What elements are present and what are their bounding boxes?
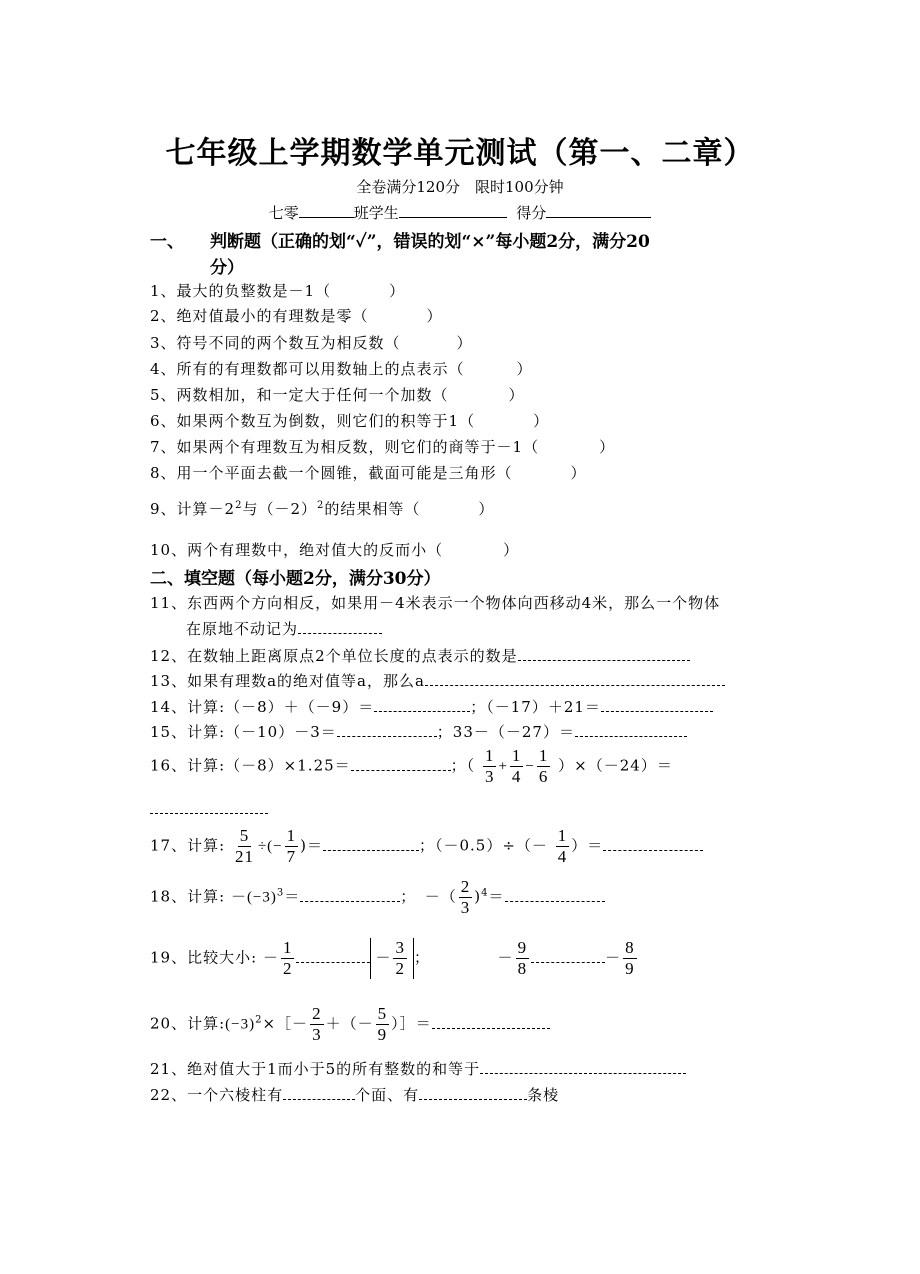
question-16-cont	[150, 800, 268, 818]
student-info	[0, 202, 920, 223]
blank-18b[interactable]	[505, 889, 605, 902]
fraction: $\frac{2}{3}$	[460, 877, 471, 917]
fraction: $\frac{1}{4}$	[511, 746, 522, 786]
blank-17a[interactable]	[323, 838, 419, 851]
fraction: $\frac{1}{7}$	[286, 826, 297, 866]
blank-15b[interactable]	[575, 724, 687, 737]
blank-17b[interactable]	[603, 838, 703, 851]
blank-11[interactable]	[298, 621, 382, 634]
blank-19a[interactable]	[296, 950, 370, 963]
question-20: 20、计算$:(-3)^2\times[-$ $\frac{2}{3}$ ＋（－ $\frac{5}{9}$ ）］＝	[150, 1004, 550, 1045]
question-7: 7、如果两个有理数互为相反数，则它们的商等于－1（ ）	[150, 438, 616, 456]
question-1: 1、最大的负整数是－1（ ）	[150, 282, 406, 300]
section1-title-cont: 分）	[210, 258, 244, 278]
fraction: $\frac{5}{9}$	[377, 1004, 388, 1044]
blank-22a[interactable]	[283, 1087, 355, 1100]
blank-21[interactable]	[480, 1061, 686, 1074]
blank-15a[interactable]	[337, 724, 437, 737]
question-22: 22、一个六棱柱有 个面、有 条棱	[150, 1086, 560, 1104]
class-blank[interactable]	[299, 203, 354, 218]
name-blank[interactable]	[399, 203, 507, 218]
blank-22b[interactable]	[419, 1087, 527, 1100]
question-8: 8、用一个平面去截一个圆锥，截面可能是三角形（ ）	[150, 464, 587, 482]
blank-14b[interactable]	[601, 699, 713, 712]
question-18: 18、计算: $-(-3)^3=$ ； －（ $\frac{2}{3}$ )$^4$＝	[150, 877, 605, 918]
section1-heading	[150, 227, 650, 252]
fraction: $\frac{1}{3}$	[484, 746, 495, 786]
question-14: 14、计算:（－8）＋（－9）＝ ；（－17）＋21＝	[150, 696, 713, 717]
section1-title: 判断题（正确的划“✓”，错误的划“×”每小题2分，满分20	[210, 232, 650, 252]
question-3: 3、符号不同的两个数互为相反数（ ）	[150, 334, 473, 352]
question-11-cont: 在原地不动记为	[186, 618, 382, 639]
question-16: 16、计算:（－8）×1.25＝ ；（ $\frac{1}{3}$ + $\frac{1}{4}$ − $\frac{1}{6}$ ）×（－24）＝	[150, 746, 673, 786]
fraction: $\frac{1}{4}$	[557, 826, 568, 866]
score-blank[interactable]	[546, 203, 651, 218]
section2-heading: 二、填空题（每小题2分，满分30分）	[150, 569, 441, 589]
blank-16a[interactable]	[351, 758, 451, 771]
question-17: 17、计算: $\frac{5}{21}$ ÷(− $\frac{1}{7}$ )＝ ；（－0.5）÷（－ $\frac{1}{4}$ ）＝	[150, 826, 703, 867]
blank-20[interactable]	[432, 1016, 550, 1029]
blank-14a[interactable]	[374, 699, 470, 712]
question-4: 4、所有的有理数都可以用数轴上的点表示（ ）	[150, 360, 533, 378]
class-label: 班学生	[353, 204, 399, 222]
blank-19b[interactable]	[531, 950, 605, 963]
question-11: 11、东西两个方向相反，如果用－4米表示一个物体向西移动4米，那么一个物体	[150, 594, 721, 612]
question-10: 10、两个有理数中，绝对值大的反而小（ ）	[150, 541, 520, 559]
fraction: $\frac{2}{3}$	[312, 1004, 322, 1044]
blank-18a[interactable]	[300, 889, 400, 902]
fraction: $\frac{9}{8}$	[517, 938, 528, 978]
question-5: 5、两数相加，和一定大于任何一个加数（ ）	[150, 386, 525, 404]
class-prefix: 七零	[268, 204, 299, 222]
question-21: 21、绝对值大于1而小于5的所有整数的和等于	[150, 1058, 686, 1079]
fraction: $\frac{5}{21}$	[234, 826, 254, 866]
score-label: 得分	[516, 204, 547, 222]
page-title: 七年级上学期数学单元测试（第一、二章）	[165, 136, 755, 171]
fraction: $\frac{1}{6}$	[538, 746, 549, 786]
blank-13[interactable]	[425, 673, 725, 686]
question-19: 19、比较大小: － $\frac{1}{2}$ － $\frac{3}{2}$ ； － $\frac{9}{8}$ － $\frac{8}{9}$	[150, 938, 635, 978]
blank-12[interactable]	[518, 648, 690, 661]
subtitle: 全卷满分120分 限时100分钟	[356, 178, 564, 196]
question-13: 13、如果有理数a的绝对值等a，那么a	[150, 670, 725, 691]
question-9: 9、计算$-2^2$与$(-2)^2$的结果相等（ ）	[150, 500, 495, 518]
fraction: $\frac{8}{9}$	[625, 938, 635, 978]
blank-16b[interactable]	[150, 801, 268, 814]
question-6: 6、如果两个数互为倒数，则它们的积等于1（ ）	[150, 412, 550, 430]
question-15: 15、计算:（－10）－3＝ ；33－（－27）＝	[150, 721, 687, 742]
question-12: 12、在数轴上距离原点2个单位长度的点表示的数是	[150, 645, 690, 666]
fraction: $\frac{3}{2}$	[395, 938, 405, 978]
fraction: $\frac{1}{2}$	[282, 938, 293, 978]
absolute-value: － $\frac{3}{2}$	[370, 938, 414, 979]
question-2: 2、绝对值最小的有理数是零（ ）	[150, 307, 443, 325]
section1-num: 一、	[150, 232, 184, 252]
